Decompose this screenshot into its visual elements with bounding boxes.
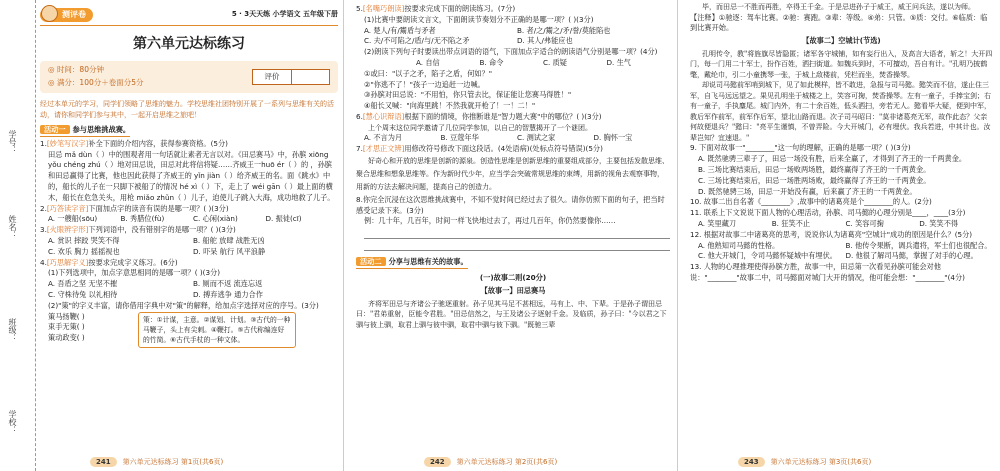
question-5: 5.[名嘴巧朗读]按要求完成下面的朗读练习。(7分) — [356, 4, 516, 13]
story-2-paragraph-2: 却说司马懿前军哨到城下，见了如此模样，皆不敢进，急报与司马懿。懿笑而不信，遂止住三军，自飞马远远望之。果见孔明坐于城楼之上，笑容可掬，焚香操琴。左有一童子，手捧宝剑；右有一童子，手执麈尾。城门内外，有二十余百姓，低头洒扫，旁若无人。懿看毕大疑，便到中军，教后军作前军，前军作后军，望北山路而退。次子司马昭曰："莫非诸葛亮无军，故作此态？父亲何故便退兵？"懿曰："亮平生谨慎，不曾弄险。今大开城门，必有埋伏。我兵若进，中其计也。汝辈岂知？宜速退。" — [690, 81, 991, 142]
page-footer — [90, 457, 223, 468]
option[interactable]: B. 狂笑不止 — [771, 218, 811, 228]
page-3 — [677, 0, 1000, 471]
page-3-content — [690, 2, 993, 284]
story-2-paragraph-1: 孔明传令，教"将旌旗尽皆隐匿；诸军各守城铺，如有妄行出入，及高言大语者，斩之！大开四门，每一门用二十军士，扮作百姓，洒扫街道。如魏兵到时，不可擅动，吾自有计。"孔明乃披鹤氅，戴纶巾，引二小童携琴一张，于城上敌楼前，凭栏而坐，焚香操琴。 — [690, 49, 993, 79]
question-5-sub-1-options — [356, 26, 670, 48]
question-12: 12. 根据对故事二中诸葛亮的思考，说说你认为诸葛亮"空城计"成功的原因是什么？(5分) — [690, 229, 973, 239]
evaluation-field[interactable] — [291, 70, 329, 84]
option[interactable]: A. 不言为月 — [364, 133, 403, 143]
word-item[interactable]: 束手无策( ) — [48, 322, 85, 332]
question-1-body: 田忌 mǎ dùn（ ）中的围观者用一句话就让素者无言以对。《田忌赛马》中，孙膑 xiōng yǒu chéng zhú（ ）地对田忌说，田忌对此将信将疑……齐威王一huō ér（ ）的 ，孙膑和田忌赢得了比赛，他也因此获得了齐威王的 yǐn jiàn（ ）给齐威王的名。面《跳水》中的，船长的儿子在一只脚下被船了的情况 hé xì（ ）下，走上了 wéi gān（ ）最上面的横木，船长在危急关头，用枪 miǎo zhǔn（ ）儿子，迫使儿子跳入大海，成功地救了儿子。 — [48, 149, 335, 202]
question-5-sub-2: (2)朗读下列句子时要读出带点词语的语气，下面加点字适合的朗读语气分别是哪一项？(4分) — [364, 47, 658, 57]
option[interactable]: B. 厕而不返 流连忘返 — [193, 279, 263, 289]
series-label: 5 · 3天天练 小学语文 五年级下册 — [231, 10, 338, 19]
sentence-item: ①或曰："以子之矛，陷子之盾，何如？" — [364, 68, 493, 78]
page-number: 241 — [90, 457, 117, 468]
word-item[interactable]: 策马扬鞭( ) — [48, 311, 85, 321]
option[interactable]: A. 楚人/有/鬻盾与矛者 — [364, 25, 436, 35]
question-7-body: 好奇心和开放的思维是创新的源泉。创造性思维是创新思维的重要组成部分，主要包括发散思维、聚合思维和想象思维等。作为新时代少年，应当学会突破常规思维的束缚，用新的视角去观察事物，用新的方法去解决问题，提高自己的创造力。 — [356, 156, 669, 192]
option[interactable]: C. 欢乐 胸力 摇摇视也 — [48, 246, 120, 256]
option[interactable]: C. 笑容可掬 — [845, 218, 884, 228]
word-list — [48, 312, 128, 349]
question-10: 10. 故事二出自名著《________》,故事中的诸葛亮是个________的人。(2分) — [690, 197, 932, 207]
question-5-sub-1: (1)比赛中要朗读文言文，下面朗读节奏划分不正确的是哪一项？( )(3分) — [364, 14, 594, 24]
student-id-label: 学号： — [8, 130, 17, 154]
mascot-icon — [41, 5, 58, 22]
question-6: 6.[慧心识辩语]根据下面的情境，你推断谁是"智力题大赛"中的哪位？( )(3分) — [356, 111, 602, 121]
option[interactable]: B. 他传令果断，调兵遣将，军士们也很配合。 — [845, 240, 992, 250]
footer-text: 第六单元达标练习 第2页(共6页) — [456, 457, 558, 466]
story-1-text: 齐将军田忌与齐诸公子驰逐重射。孙子见其马足不甚相远，马有上、中、下辈。于是孙子谓田忌曰："君弟重射，臣能令君胜。"田忌信然之，与王及诸公子逐射千金。及临质，孙子曰："今以君之下驷与彼上驷，取君上驷与彼中驷，取君中驷与彼下驷。"既驰三辈 — [356, 299, 667, 329]
exam-info-box — [40, 61, 338, 93]
footer-text: 第六单元达标练习 第3页(共6页) — [770, 457, 872, 466]
sentence-item: ②"你逃不了！"孩子一边追赶一边喊。 — [364, 79, 485, 89]
dictionary-entry: 策：①计谋，主意。②谋划、计划。③古代的一种马鞭子，头上有尖刺。④鞭打。⑤古代称编连好的竹简。⑥古代手杖的一种文体。 — [138, 312, 296, 349]
page-number: 242 — [424, 457, 451, 468]
option[interactable]: B. 者/之/鬻之/矛/誉/莫能陷也 — [517, 25, 611, 35]
option[interactable]: D. 他很了解司马懿，掌握了对手的心理。 — [845, 251, 978, 261]
option[interactable]: A. 笑里藏刀 — [698, 218, 737, 228]
test-badge — [40, 8, 93, 22]
class-label: 班级： — [8, 318, 17, 342]
question-7: 7.[才思正文辨]用修改符号修改下面这段话。(4处语病)(处标点符号错误)(5分) — [356, 144, 603, 154]
question-1: 1.[妙笔写汉字]补全下面的介绍内容，获得参赛资格。(5分) — [40, 138, 228, 148]
word-item[interactable]: 策动政变( ) — [48, 333, 85, 343]
question-4-sub-2: (2)"策"的字义丰富，请你借用字典中对"策"的解释，给加点字选择对应的序号。(3分) — [48, 300, 319, 310]
option[interactable]: D. 其人/弗能应也 — [517, 36, 573, 46]
question-11: 11. 联系上下文说说下面人物的心理活动，孙膑、司马懿的心理分别是____，____(3分) — [690, 208, 966, 218]
page-2-content — [356, 4, 670, 330]
question-9: 9. 下面对故事一"________"这一句的理解，正确的是哪一项？( )(3分) — [690, 143, 911, 153]
page-header — [40, 4, 338, 26]
option[interactable]: D. 生气 — [606, 57, 631, 67]
question-9-options — [690, 154, 993, 197]
story-section-title: (一)故事二则(20分) — [479, 272, 547, 282]
option[interactable]: A. 一艘船(sōu) — [48, 214, 98, 224]
time-limit: ◎ 时间：80分钟 — [48, 65, 104, 75]
star-icon: ◎ — [48, 78, 57, 87]
evaluation-box — [252, 69, 330, 85]
option[interactable]: C. 夫/不可陷之/盾/与/无不陷之矛 — [364, 36, 470, 46]
question-3-options — [40, 236, 338, 258]
option[interactable]: C. 心闲(xiàn) — [193, 214, 238, 224]
question-8: 8.你完全沉浸在这次思维挑战赛中，不知不觉时间已经过去了很久。请你仿照下面的句子，把当时感受记录下来。(3分) — [356, 194, 665, 215]
option[interactable]: B. 船舵 放肆 战胜无凶 — [193, 235, 265, 245]
story-2-title: 【故事二】空城计(节选) — [802, 36, 881, 46]
option[interactable]: D. 既然驰骋三场，田忌一开始没有赢，后来赢了齐王的一千两黄金。 — [698, 186, 917, 196]
question-5-sub-2-options — [356, 58, 670, 69]
question-13: 13. 人物的心理推理使得孙膑方胜，故事一中，田忌第一次看见孙膑可能会对他说："________"故事二中，司马懿面对城门大开的情况，他可能会想："________"(4分) — [690, 262, 965, 282]
page-footer — [424, 457, 557, 468]
evaluation-label: 评价 — [253, 70, 291, 84]
page-title: 第六单元达标练习 — [133, 36, 245, 52]
intro-text: 经过本单元的学习，同学们领略了思维的魅力。学校思维社团特别开展了一系列与思维有关的活动，请你和同学们参与其中，一起开启思维之旅吧！ — [40, 100, 334, 119]
option[interactable]: A. 他熟知司马懿的性格。 — [698, 240, 780, 250]
option[interactable]: A. 既然驰骋三辈子了，田忌一场没有胜，后来全赢了，才得到了齐王的一千两黄金。 — [698, 154, 967, 164]
option[interactable]: D. 笑笑不得 — [919, 218, 959, 228]
question-2: 2.[巧答读字音]下面加点字的读音有误的是哪一项？( )(3分) — [40, 203, 229, 213]
sentence-item: ③孙膑对田忌说："不用怕，你只管去比，保证能让您赛马得胜！" — [364, 90, 572, 100]
option[interactable]: B. 秀腊位(fù) — [120, 214, 165, 224]
question-12-options — [690, 241, 993, 263]
option[interactable]: C. 质疑 — [543, 57, 567, 67]
activity-1-heading: 活动一 参与思维挑战赛。 — [40, 125, 130, 137]
activity-2-heading: 活动二 分享与思维有关的故事。 — [356, 257, 468, 269]
question-6-options — [356, 133, 670, 144]
option[interactable]: A. 吾盾之坚 无坚不摧 — [48, 279, 118, 289]
option[interactable]: A. 赏识 摔跤 哭笑不得 — [48, 235, 120, 245]
binding-margin — [0, 0, 36, 471]
page-1-content — [40, 4, 338, 348]
option[interactable]: D. 振徒(cī) — [265, 214, 302, 224]
sentence-item: ④船长又喊："向海里跳！不然我就开枪了！一！二！" — [364, 101, 536, 111]
question-2-options — [40, 214, 338, 225]
question-6-body: 上个周末这位同学邀请了几位同学参加，以自己的智慧揭开了一个谜团。 — [368, 123, 592, 132]
name-label: 姓名： — [8, 215, 17, 239]
page-2 — [343, 0, 677, 471]
option[interactable]: C. 他大开城门，令司马懿怀疑城中有埋伏。 — [698, 251, 837, 261]
option[interactable]: D. 胸怀一宝 — [593, 133, 633, 143]
option[interactable]: D. 吓呆 航行 风平浪静 — [193, 246, 266, 256]
story-1-notes: 【注释】①驰逐：驾车比赛。②驰：赛跑。③辈：等级。④弟：只管。⑤质：交付。⑥临质：临到比赛开始。 — [690, 12, 988, 33]
question-3: 3.[火眼辨字形]下列词语中，没有错别字的是哪一项？( )(3分) — [40, 225, 236, 235]
question-11-options — [690, 219, 993, 230]
option[interactable]: C. 三场比赛结束后，田忌一场胜两场败，最终赢得了齐王的一千两黄金。 — [698, 175, 931, 185]
option[interactable]: A. 自信 — [416, 57, 440, 67]
story-1-title: 【故事一】田忌赛马 — [480, 285, 546, 295]
school-label: 学校： — [8, 410, 17, 434]
story-1-ending: 毕，而田忌一不胜而再胜，卒得王千金。于是忌进孙子于威王，威王问兵法，遂以为师。 — [702, 3, 975, 11]
page-1 — [0, 0, 343, 471]
question-4-sub-1-options — [40, 279, 338, 301]
footer-text: 第六单元达标练习 第1页(共6页) — [122, 457, 224, 466]
option[interactable]: C. 测试之家 — [517, 133, 556, 143]
question-8-example: 例：几十年，几百年，时间一样飞快地过去了，再过几百年，你仍然要像你…… — [364, 216, 616, 226]
question-4-sub-2-row — [40, 312, 338, 349]
page-footer — [738, 457, 871, 468]
option[interactable]: B. 命令 — [479, 57, 504, 67]
answer-lines[interactable] — [356, 227, 670, 251]
question-5-sub-2-lines — [356, 69, 670, 112]
clock-icon: ◎ — [48, 65, 57, 75]
question-4: 4.[巧思解字义]按要求完成字义练习。(6分) — [40, 257, 178, 267]
question-4-sub-1: (1)下列选项中，加点字意思相同的是哪一项？( )(3分) — [48, 268, 221, 278]
option[interactable]: D. 搏弃逃争 通力合作 — [193, 289, 263, 299]
page-number: 243 — [738, 457, 765, 468]
option[interactable]: C. 守株待兔 以礼相待 — [48, 289, 118, 299]
full-score: ◎ 满分：100分＋卷面分5分 — [48, 78, 144, 87]
option[interactable]: B. 三场比赛结束后，田忌一场败两场胜，最终赢得了齐王的一千两黄金。 — [698, 164, 931, 174]
badge-label: 测评卷 — [62, 9, 86, 19]
option[interactable]: B. 豆蔻年华 — [440, 133, 479, 143]
